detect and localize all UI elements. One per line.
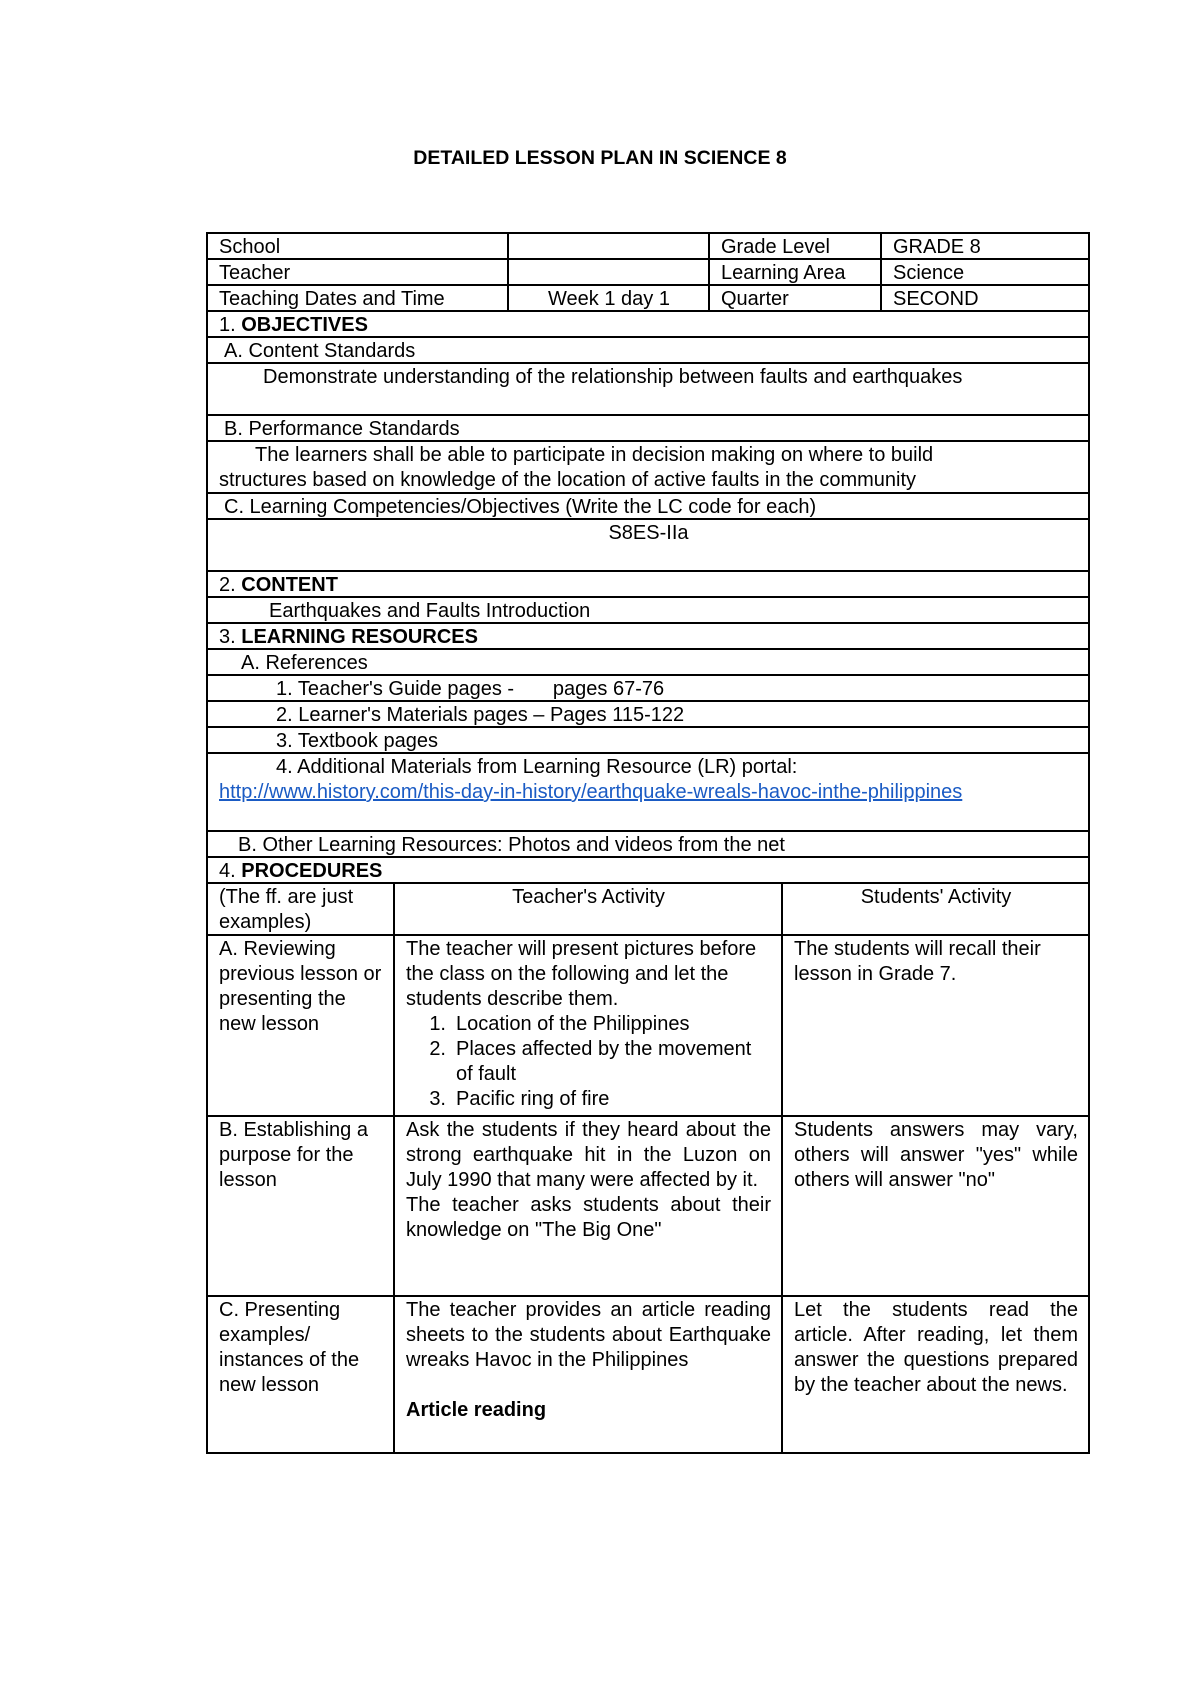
- list-item: 3. Pacific ring of fire: [429, 1088, 610, 1110]
- procedure-row-c: [208, 1297, 1088, 1452]
- performance-standards-label: B. Performance Standards: [224, 418, 460, 440]
- objectives-heading: [208, 312, 1088, 336]
- procedure-row-a: [208, 936, 1088, 1117]
- procedure-step-b: B. Establishing a purpose for the lesson: [208, 1117, 395, 1295]
- students-activity-header: Students' Activity: [860, 886, 1012, 908]
- objectives-title: OBJECTIVES: [241, 314, 368, 336]
- procedures-heading: [208, 858, 1088, 882]
- content-standards-label-row: [208, 338, 1088, 364]
- other-resources-row: [208, 832, 1088, 858]
- grade-level-label: Grade Level: [710, 234, 882, 258]
- teacher-label: Teacher: [208, 260, 509, 284]
- lesson-plan-table: [206, 232, 1090, 1454]
- competencies-code: S8ES-IIa: [608, 522, 689, 544]
- references-label: A. References: [241, 652, 368, 674]
- performance-standards-line-1: The learners shall be able to participate in decision making on where to build: [255, 444, 934, 466]
- objectives-heading-row: [208, 312, 1088, 338]
- content-text-row: [208, 598, 1088, 624]
- performance-standards-row: [208, 442, 1088, 494]
- content-heading: [208, 572, 1088, 596]
- lr-portal-link[interactable]: http://www.history.com/this-day-in-history/earthquake-wreals-havoc-inthe-philippines: [219, 781, 963, 803]
- textbook-row: [208, 728, 1088, 754]
- procedures-col1-header: (The ff. are just examples): [208, 884, 395, 934]
- procedures-header-row: [208, 884, 1088, 936]
- school-label: School: [208, 234, 509, 258]
- teacher-activity-b-p1: Ask the students if they heard about the strong earthquake hit in the Luzon on July 1990 that many were affected by it.: [406, 1119, 771, 1191]
- resources-heading-row: [208, 624, 1088, 650]
- objectives-number: 1.: [219, 314, 242, 336]
- other-resources: B. Other Learning Resources: Photos and videos from the net: [238, 834, 785, 856]
- dates-label: Teaching Dates and Time: [208, 286, 509, 310]
- list-item: 1. Location of the Philippines: [429, 1013, 690, 1035]
- textbook-pages: 3. Textbook pages: [276, 730, 438, 752]
- students-activity-b: Students answers may vary, others will answer "yes" while others will answer "no": [794, 1119, 1078, 1191]
- content-number: 2.: [219, 574, 242, 596]
- learning-area-value: Science: [893, 262, 965, 284]
- dates-value: Week 1 day 1: [509, 286, 710, 310]
- quarter-value: SECOND: [893, 288, 979, 310]
- document-title: DETAILED LESSON PLAN IN SCIENCE 8: [413, 147, 787, 169]
- resources-number: 3.: [219, 626, 242, 648]
- procedures-number: 4.: [219, 860, 242, 882]
- teachers-activity-header: Teacher's Activity: [395, 884, 783, 934]
- teacher-activity-b: [395, 1117, 783, 1295]
- content-standards-row: [208, 364, 1088, 416]
- resources-title: LEARNING RESOURCES: [241, 626, 478, 648]
- teacher-row: [208, 260, 1088, 286]
- resources-heading: [208, 624, 1088, 648]
- additional-materials: [208, 754, 1088, 830]
- quarter-label: Quarter: [710, 286, 882, 310]
- additional-materials-label: 4. Additional Materials from Learning Resource (LR) portal:: [276, 756, 798, 778]
- learners-materials-row: [208, 702, 1088, 728]
- performance-standards-line-2: structures based on knowledge of the location of active faults in the community: [219, 469, 917, 491]
- content-heading-row: [208, 572, 1088, 598]
- content-title: CONTENT: [241, 574, 338, 596]
- students-activity-a: The students will recall their lesson in Grade 7.: [794, 938, 1041, 985]
- teacher-value: [509, 260, 710, 284]
- procedures-title: PROCEDURES: [241, 860, 383, 882]
- teacher-activity-a-intro: The teacher will present pictures before the class on the following and let the students describe them.: [406, 938, 757, 1010]
- procedure-row-b: [208, 1117, 1088, 1297]
- teachers-guide-row: [208, 676, 1088, 702]
- content-standards-text: Demonstrate understanding of the relationship between faults and earthquakes: [263, 366, 963, 388]
- procedure-step-c: C. Presenting examples/ instances of the new lesson: [208, 1297, 395, 1452]
- teacher-activity-a-list: [406, 1012, 771, 1112]
- school-value: [509, 234, 710, 258]
- content-text: Earthquakes and Faults Introduction: [269, 600, 591, 622]
- teacher-activity-c-p1: The teacher provides an article reading sheets to the students about Earthquake wreaks Havoc in the Philippines: [406, 1299, 771, 1371]
- additional-materials-row: [208, 754, 1088, 832]
- competencies-label: C. Learning Competencies/Objectives (Write the LC code for each): [224, 496, 817, 518]
- teacher-activity-a: [395, 936, 783, 1115]
- students-activity-c: Let the students read the article. After reading, let them answer the questions prepared by the teacher about the news.: [794, 1299, 1078, 1396]
- school-row: [208, 234, 1088, 260]
- teacher-activity-c: [395, 1297, 783, 1452]
- competencies-row: [208, 520, 1088, 572]
- content-standards-label: A. Content Standards: [224, 340, 416, 362]
- performance-standards-label-row: [208, 416, 1088, 442]
- teachers-guide-pages: 1. Teacher's Guide pages - pages 67-76: [276, 678, 665, 700]
- list-item: 2. Places affected by the movement of fault: [429, 1038, 752, 1085]
- references-row: [208, 650, 1088, 676]
- procedure-step-a: A. Reviewing previous lesson or presenting the new lesson: [208, 936, 395, 1115]
- teacher-activity-c-bold: Article reading: [406, 1399, 547, 1421]
- grade-level-value: GRADE 8: [893, 236, 981, 258]
- learners-materials-pages: 2. Learner's Materials pages – Pages 115-122: [276, 704, 685, 726]
- procedures-heading-row: [208, 858, 1088, 884]
- performance-standards-text: [208, 442, 1088, 492]
- learning-area-label: Learning Area: [710, 260, 882, 284]
- dates-row: [208, 286, 1088, 312]
- teacher-activity-b-p2: The teacher asks students about their knowledge on "The Big One": [406, 1194, 771, 1241]
- competencies-label-row: [208, 494, 1088, 520]
